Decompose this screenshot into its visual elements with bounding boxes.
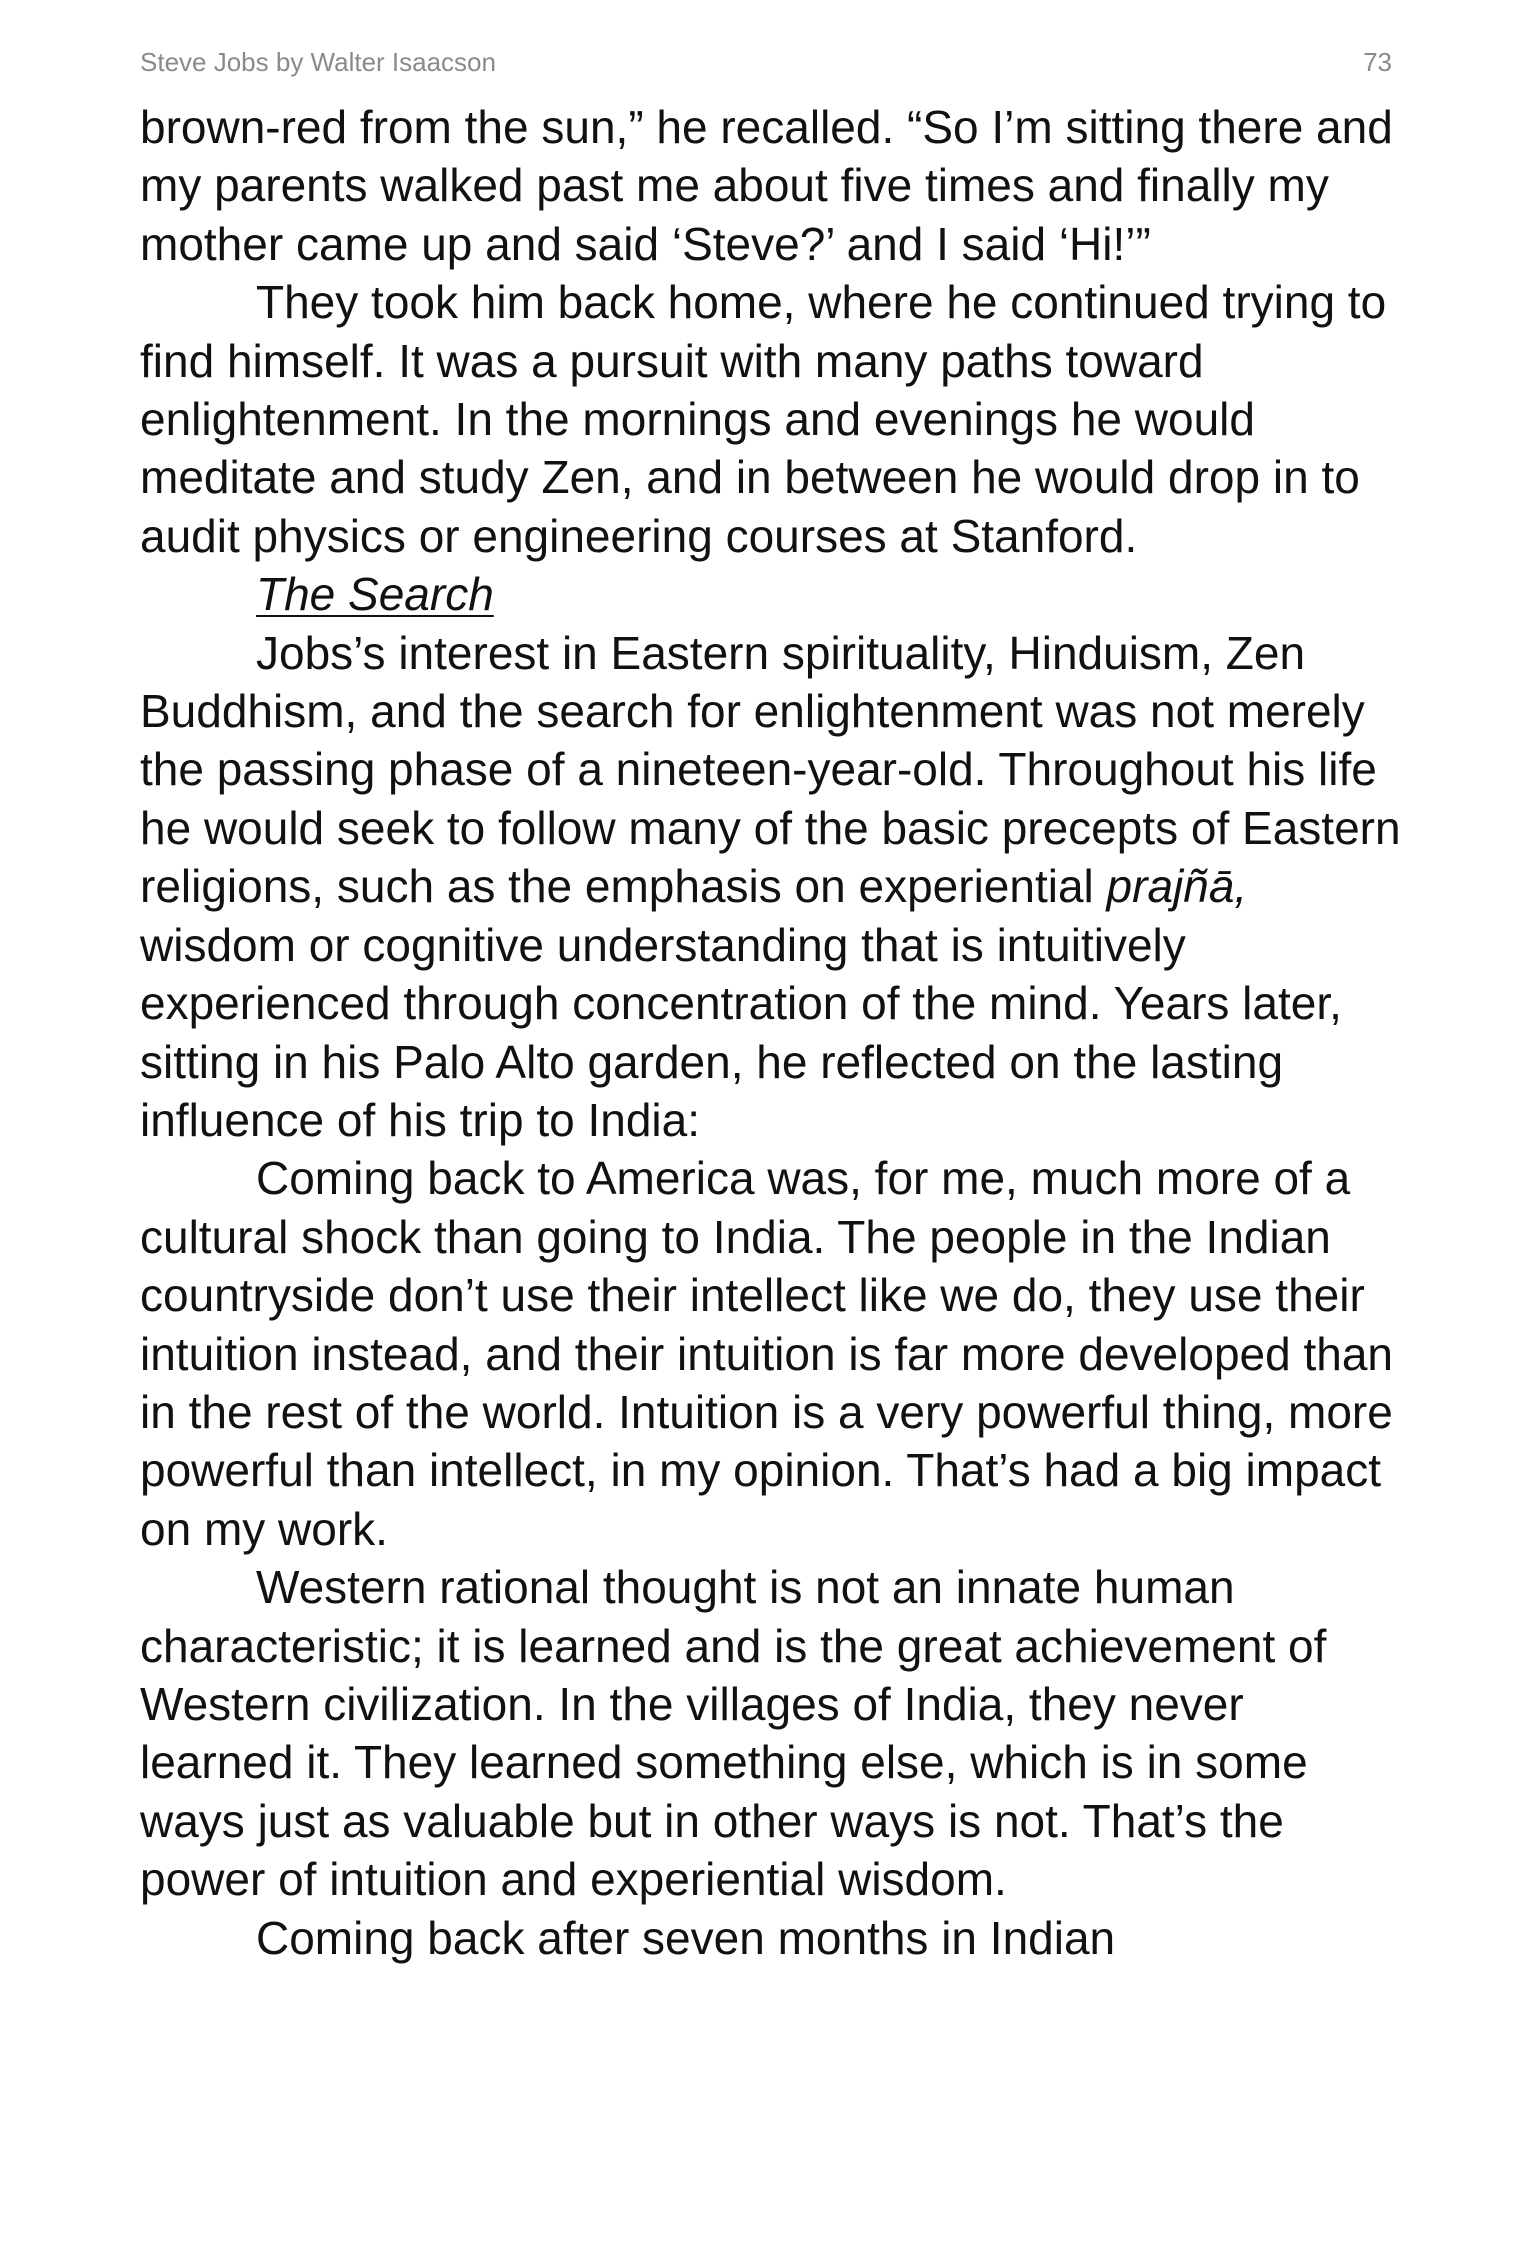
paragraph-return-home: They took him back home, where he continued trying to find himself. It was a pursuit with many paths toward enlightenment. In the mornings and evenings he would meditate and study Zen, and in between he would drop in to audit physics or engineering courses at Stanford. [140, 276, 1387, 562]
paragraph-coming-back: Coming back after seven months in Indian [256, 1911, 1116, 1964]
page-body [140, 98, 1402, 1967]
quote-paragraph-western-thought: Western rational thought is not an innate human characteristic; it is learned and is the great achievement of Western civilization. In the villages of India, they never learned it. They learned something else, which is in some ways just as valuable but in other ways is not. That’s the power of intuition and experiential wisdom. [140, 1561, 1327, 1906]
section-heading: The Search [256, 568, 494, 621]
quote-paragraph-intuition: Coming back to America was, for me, much more of a cultural shock than going to India. The people in the Indian countryside don’t use their intellect like we do, they use their intuition instead, and their intuition is far more developed than in the rest of the world. Intuition is a very powerful thing, more powerful than intellect, in my opinion. That’s had a big impact on my work. [140, 1152, 1394, 1555]
foreign-term: prajñā, [1106, 860, 1248, 913]
running-header [140, 46, 1392, 78]
book-title: Steve Jobs by Walter Isaacson [140, 47, 496, 77]
paragraph-continued: brown-red from the sun,” he recalled. “So I’m sitting there and my parents walked past me about five times and finally my mother came up and said ‘Steve?’ and I said ‘Hi!’” [140, 101, 1393, 270]
page-number: 73 [1363, 47, 1392, 77]
paragraph-eastern-spirituality [140, 624, 1402, 1150]
paragraph-text-part: Jobs’s interest in Eastern spirituality, Hinduism, Zen Buddhism, and the search for enlightenment was not merely the passing phase of a nineteen-year-old. Throughout his life he would seek to follow many of the basic precepts of Eastern religions, such as the emphasis on experiential [140, 626, 1401, 913]
paragraph-text-part: wisdom or cognitive understanding that is intuitively experienced through concentration of the mind. Years later, sitting in his Palo Alto garden, he reflected on the lasting influence of his trip to India: [140, 918, 1342, 1146]
section-heading-paragraph [140, 565, 1402, 623]
